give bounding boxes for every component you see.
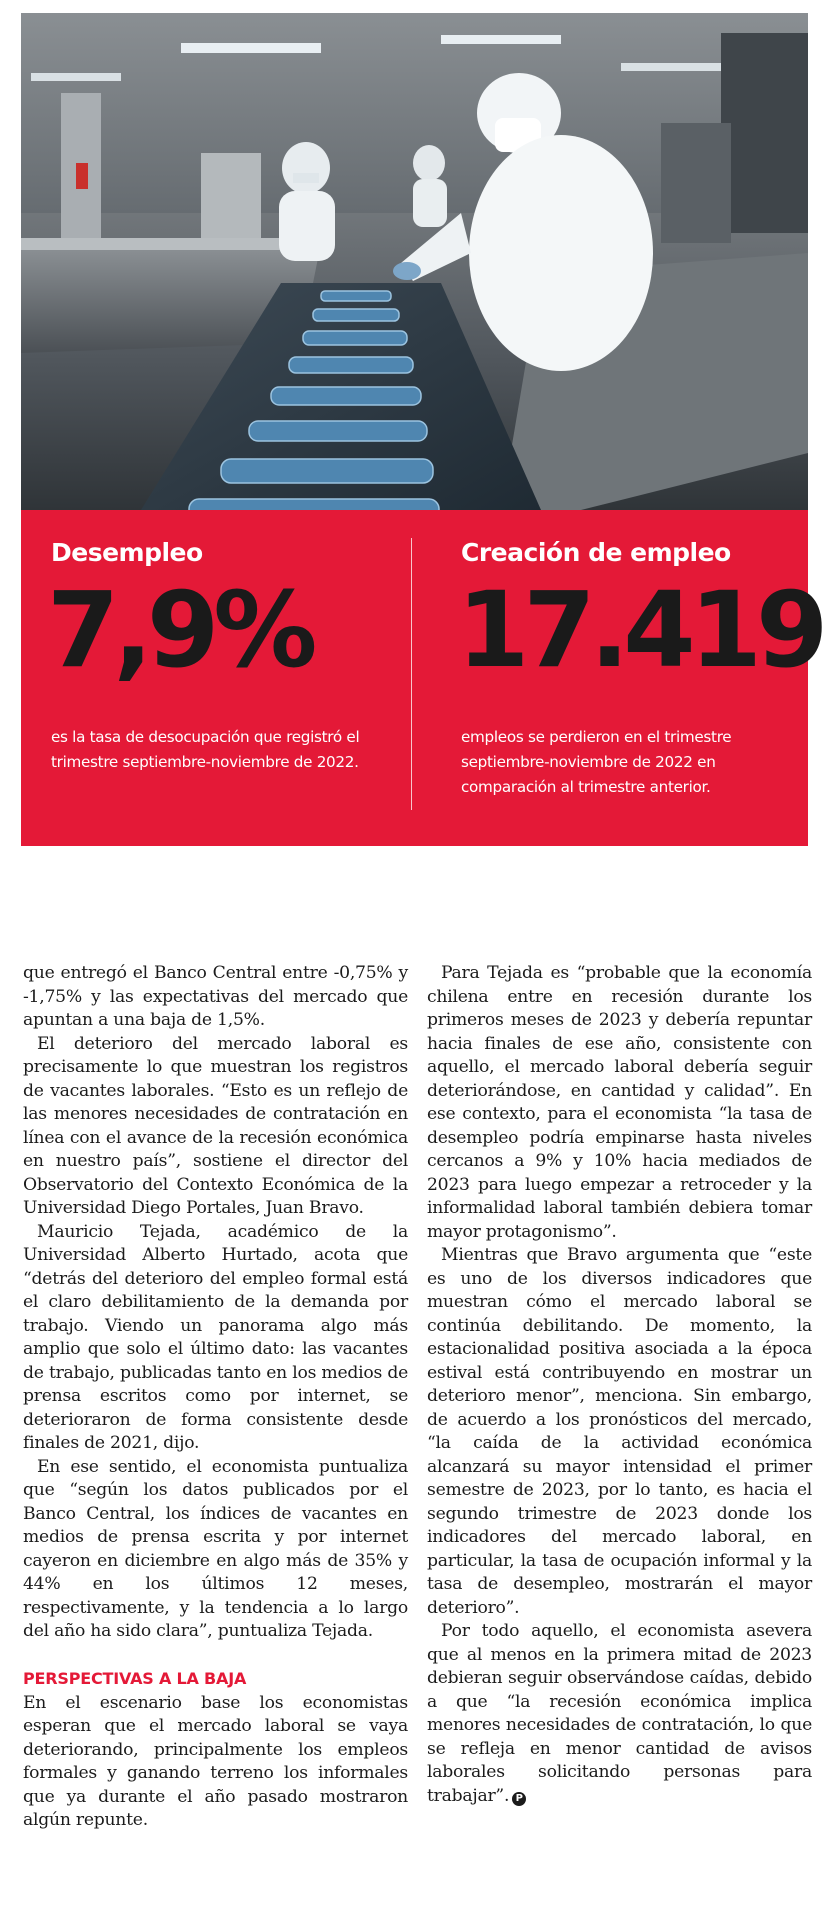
paragraph: Para Tejada es “probable que la economía chilena entre en recesión durante los primeros meses de 2023 y debería repuntar hacia finales de ese año, consistente con aquello, el mercado laboral debería seguir deteriorándose, en cantidad y calidad”. En ese contexto, para el economista “la tasa de desempleo podría empinarse hasta niveles cercanos a 9% y 10% hacia mediados de 2023 para luego empezar a retroceder y la informalidad laboral también debiera tomar mayor protagonismo”.: [427, 963, 812, 1242]
job-creation-title: Creación de empleo: [461, 538, 731, 567]
unemployment-value: 7,9%: [47, 569, 312, 691]
section-heading: PERSPECTIVAS A LA BAJA: [23, 1668, 247, 1688]
paragraph: Mauricio Tejada, académico de la Universidad Alberto Hurtado, acota que “detrás del deterioro del empleo formal está el claro debilitamiento de la demanda por trabajo. Viendo un panorama algo más amplio que solo el último dato: las vacantes de trabajo, publicadas tanto en los medios de prensa escritos como por internet, se deterioraron de forma consistente desde finales de 2021, dijo.: [23, 1221, 408, 1453]
paragraph: En el escenario base los economistas esperan que el mercado laboral se vaya deteriorando, principalmente los empleos formales y ganando terreno los informales que ya durante el año pasado mostraron algún repunte.: [23, 1692, 408, 1830]
job-creation-description: empleos se perdieron en el trimestre septiembre-noviembre de 2022 en comparación al trimestre anterior.: [461, 728, 732, 796]
paragraph: Mientras que Bravo argumenta que “este es uno de los diversos indicadores que muestran cómo el mercado laboral se continúa debilitando. De momento, la estacionalidad positiva asociada a la época estival está contribuyendo en mostrar un deterioro menor”, menciona. Sin embargo, de acuerdo a los pronósticos del mercado, “la caída de la actividad económica alcanzará su mayor intensidad el primer semestre de 2023, por lo tanto, es hacia el segundo trimestre de 2023 donde los indicadores del mercado laboral, en particular, la tasa de ocupación informal y la tasa de desempleo, mostrarán el mayor deterioro”.: [427, 1245, 812, 1618]
paragraph-text: Por todo aquello, el economista asevera que al menos en la primera mitad de 2023 debieran seguir observándose caídas, debido a que “la recesión económica implica menores necesidades de contratación, lo que se refleja en menor cantidad de avisos laborales solicitando personas para trabajar”.: [427, 1621, 812, 1806]
paragraph: En ese sentido, el economista puntualiza que “según los datos publicados por el Banco Central, los índices de vacantes en medios de prensa escrita y por internet cayeron en diciembre en algo más de 35% y 44% en los últimos 12 meses, respectivamente, y la tendencia a lo largo del año ha sido clara”, puntualiza Tejada.: [23, 1456, 408, 1641]
stats-divider: [411, 538, 412, 810]
paragraph: El deterioro del mercado laboral es precisamente lo que muestran los registros de vacantes laborales. “Esto es un reflejo de las menores necesidades de contratación en línea con el avance de la recesión económica en nuestro país”, sostiene el director del Observatorio del Contexto Económica de la Universidad Diego Portales, Juan Bravo.: [23, 1033, 408, 1218]
unemployment-description: es la tasa de desocupación que registró el trimestre septiembre-noviembre de 2022.: [51, 728, 360, 771]
unemployment-title: Desempleo: [51, 538, 203, 567]
paragraph: que entregó el Banco Central entre -0,75% y -1,75% y las expectativas del mercado que apuntan a una baja de 1,5%.: [23, 963, 408, 1030]
factory-photo-illustration: [21, 13, 808, 510]
article-column-1: [23, 962, 408, 1833]
factory-photo: [21, 13, 808, 510]
final-paragraph: [427, 1620, 812, 1808]
article-column-2: [427, 962, 812, 1808]
stats-panel: [21, 510, 823, 846]
end-mark-icon: P: [512, 1792, 526, 1806]
job-creation-value: 17.419: [457, 569, 823, 691]
